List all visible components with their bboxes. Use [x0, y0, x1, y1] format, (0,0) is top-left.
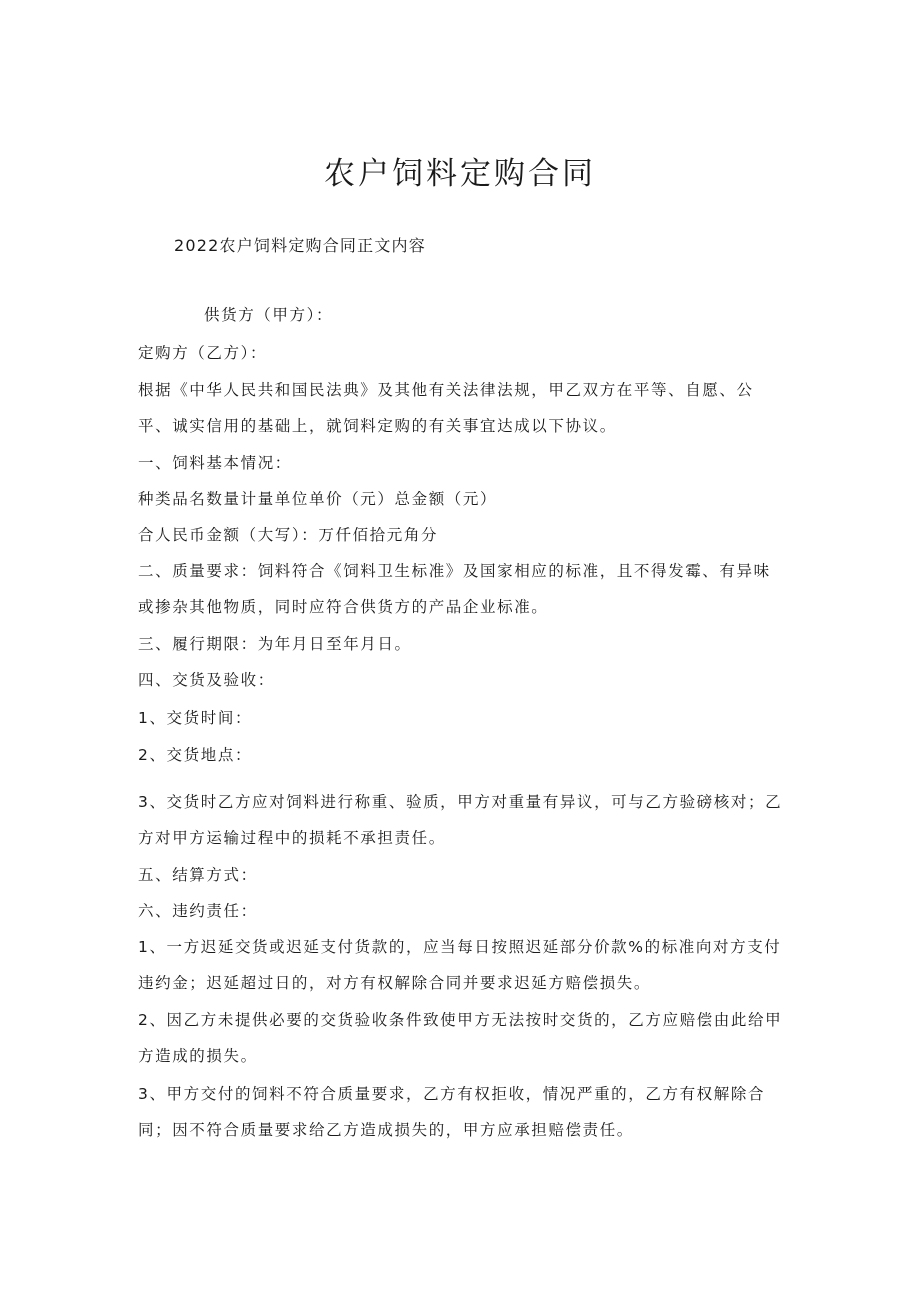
paragraph-line: 根据《中华人民共和国民法典》及其他有关法律法规，甲乙双方在平等、自愿、公	[138, 381, 754, 399]
section-heading: 二、质量要求：饲料符合《饲料卫生标准》及国家相应的标准，且不得发霉、有异味	[138, 562, 771, 580]
document-subtitle: 2022农户饲料定购合同正文内容	[174, 236, 426, 255]
list-item: 3、甲方交付的饲料不符合质量要求，乙方有权拒收，情况严重的，乙方有权解除合	[138, 1085, 766, 1103]
paragraph-line: 或掺杂其他物质，同时应符合供货方的产品企业标准。	[138, 598, 549, 616]
list-item: 2、因乙方未提供必要的交货验收条件致使甲方无法按时交货的，乙方应赔偿由此给甲	[138, 1011, 783, 1029]
list-item: 3、交货时乙方应对饲料进行称重、验质，甲方对重量有异议，可与乙方验磅核对；乙	[138, 793, 783, 811]
section-heading: 一、饲料基本情况：	[138, 454, 292, 472]
section-heading: 五、结算方式：	[138, 866, 258, 884]
paragraph-line: 种类品名数量计量单位单价（元）总金额（元）	[138, 490, 498, 508]
list-item: 1、交货时间：	[138, 709, 253, 727]
section-heading: 六、违约责任：	[138, 902, 258, 920]
paragraph-line: 方造成的损失。	[138, 1047, 258, 1065]
paragraph-line: 合人民币金额（大写）：万仟佰拾元角分	[138, 526, 439, 544]
section-heading: 四、交货及验收：	[138, 671, 275, 689]
paragraph-line: 违约金；迟延超过日的，对方有权解除合同并要求迟延方赔偿损失。	[138, 974, 652, 992]
supplier-line: 供货方（甲方）：	[204, 306, 334, 324]
paragraph-line: 同；因不符合质量要求给乙方造成损失的，甲方应承担赔偿责任。	[138, 1121, 634, 1139]
purchaser-line: 定购方（乙方）：	[138, 344, 268, 362]
list-item: 1、一方迟延交货或迟延支付货款的，应当每日按照迟延部分价款%的标准向对方支付	[138, 938, 782, 956]
paragraph-line: 方对甲方运输过程中的损耗不承担责任。	[138, 829, 446, 847]
section-heading: 三、履行期限：为年月日至年月日。	[138, 635, 412, 653]
list-item: 2、交货地点：	[138, 746, 253, 764]
paragraph-line: 平、诚实信用的基础上，就饲料定购的有关事宜达成以下协议。	[138, 417, 617, 435]
document-title: 农户饲料定购合同	[324, 156, 596, 192]
